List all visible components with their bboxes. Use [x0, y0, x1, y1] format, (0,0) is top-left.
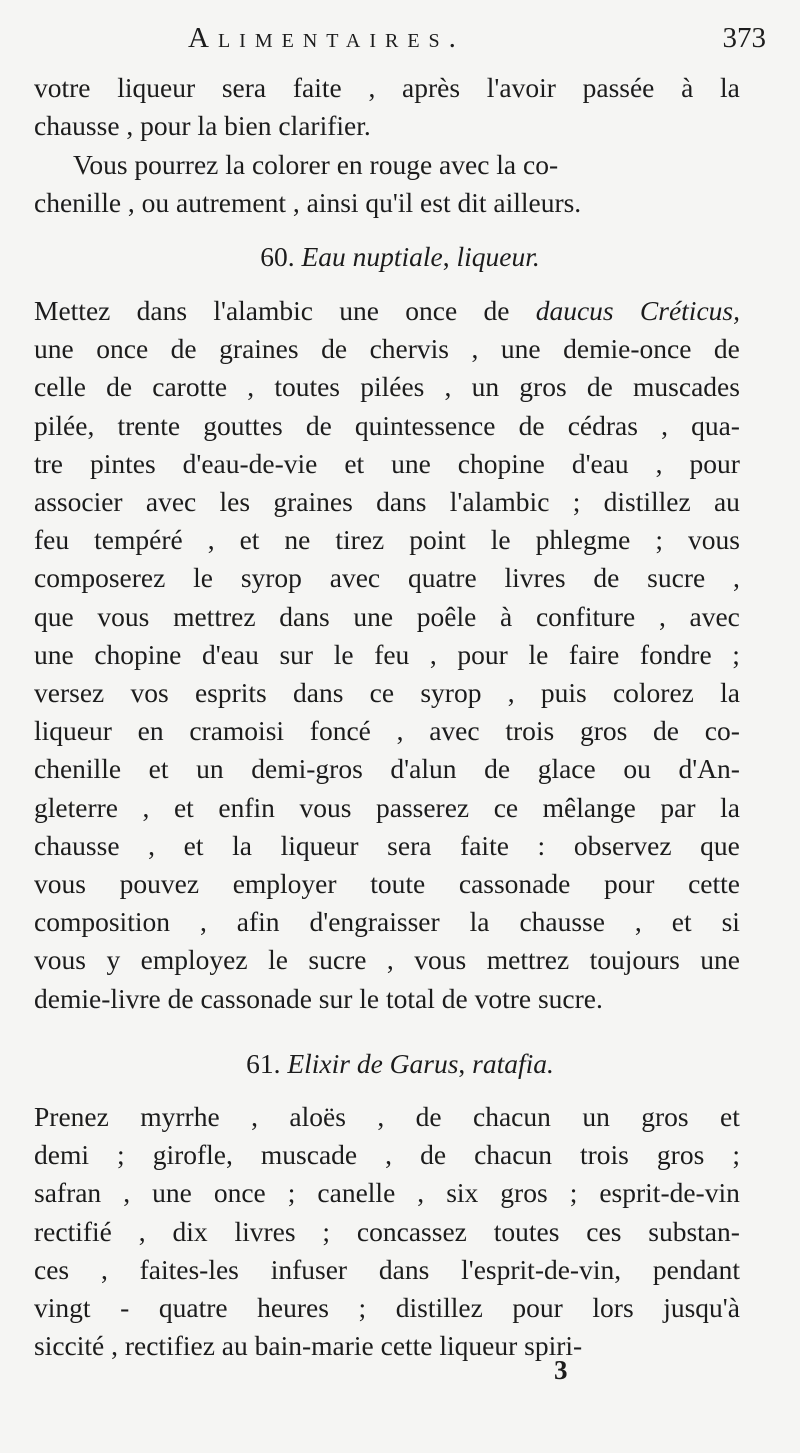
text-line: liqueur en cramoisi foncé , avec trois gros de co-: [34, 715, 740, 747]
page-header: [0, 22, 800, 66]
text-line: tre pintes d'eau-de-vie et une chopine d'eau , pour: [34, 447, 740, 479]
text-line: chausse , et la liqueur sera faite : observez que: [34, 829, 740, 861]
continuation-paragraph: [34, 69, 740, 145]
text-line: Prenez myrrhe , aloës , de chacun un gros et: [34, 1101, 740, 1132]
text-line: vous y employez le sucre , vous mettrez toujours une: [34, 944, 740, 976]
text-line: Mettez dans l'alambic une once de daucus Créticus,: [34, 295, 740, 326]
text-line: pilée, trente gouttes de quintessence de cédras , qua-: [34, 409, 740, 441]
text-line: feu tempéré , et ne tirez point le phlegme ; vous: [34, 524, 740, 556]
text-line: celle de carotte , toutes pilées , un gros de muscades: [34, 371, 740, 403]
text-line: que vous mettrez dans une poêle à confiture , avec: [34, 600, 740, 632]
recipe-60-paragraph: [34, 292, 740, 1018]
page-number: 373: [722, 22, 766, 54]
text-line: safran , une once ; canelle , six gros ; esprit-de-vin: [34, 1177, 740, 1209]
text-line: composerez le syrop avec quatre livres de sucre ,: [34, 562, 740, 594]
recipe-subtitle: liqueur.: [456, 241, 540, 272]
text-line: versez vos esprits dans ce syrop , puis colorez la: [34, 677, 740, 709]
recipe-61-paragraph: [34, 1098, 740, 1365]
recipe-subtitle: ratafia.: [472, 1048, 554, 1079]
text-line: associer avec les graines dans l'alambic ; distillez au: [34, 486, 740, 518]
text-line: vous pouvez employer toute cassonade pour cette: [34, 868, 740, 900]
text-line: composition , afin d'engraisser la chausse , et si: [34, 906, 740, 938]
running-head: Alimentaires.: [188, 22, 465, 54]
text-line: une chopine d'eau sur le feu , pour le faire fondre ;: [34, 638, 740, 670]
text-line: Vous pourrez la colorer en rouge avec la co-: [73, 149, 559, 180]
recipe-60-heading: 60. Eau nuptiale, liqueur.: [260, 241, 540, 272]
text-line: votre liqueur sera faite , après l'avoir passée à la: [34, 72, 740, 103]
text-line: vingt - quatre heures ; distillez pour lors jusqu'à: [34, 1292, 740, 1324]
recipe-title: Eau nuptiale: [301, 241, 443, 272]
text-line: chenille , ou autrement , ainsi qu'il est dit ailleurs.: [34, 187, 582, 219]
text-line: gleterre , et enfin vous passerez ce mêlange par la: [34, 791, 740, 823]
recipe-title: Elixir de Garus: [287, 1048, 459, 1079]
recipe-61-heading: 61. Elixir de Garus, ratafia.: [246, 1048, 554, 1079]
text-line: chenille et un demi-gros d'alun de glace ou d'An-: [34, 753, 740, 785]
text-line: chausse , pour la bien clarifier.: [34, 110, 371, 142]
text-line: demie-livre de cassonade sur le total de votre sucre.: [34, 982, 603, 1014]
text-line: siccité , rectifiez au bain-marie cette liqueur spiri-: [34, 1330, 583, 1362]
recipe-number: 60.: [260, 241, 295, 272]
recipe-number: 61.: [246, 1048, 281, 1079]
text-line: rectifié , dix livres ; concassez toutes ces substan-: [34, 1215, 740, 1247]
text-line: ces , faites-les infuser dans l'esprit-de-vin, pendant: [34, 1253, 740, 1285]
catchword: 3: [554, 1355, 568, 1385]
note-paragraph: [34, 146, 740, 222]
text-line: demi ; girofle, muscade , de chacun trois gros ;: [34, 1139, 740, 1171]
text-line: une once de graines de chervis , une demie-once de: [34, 333, 740, 365]
